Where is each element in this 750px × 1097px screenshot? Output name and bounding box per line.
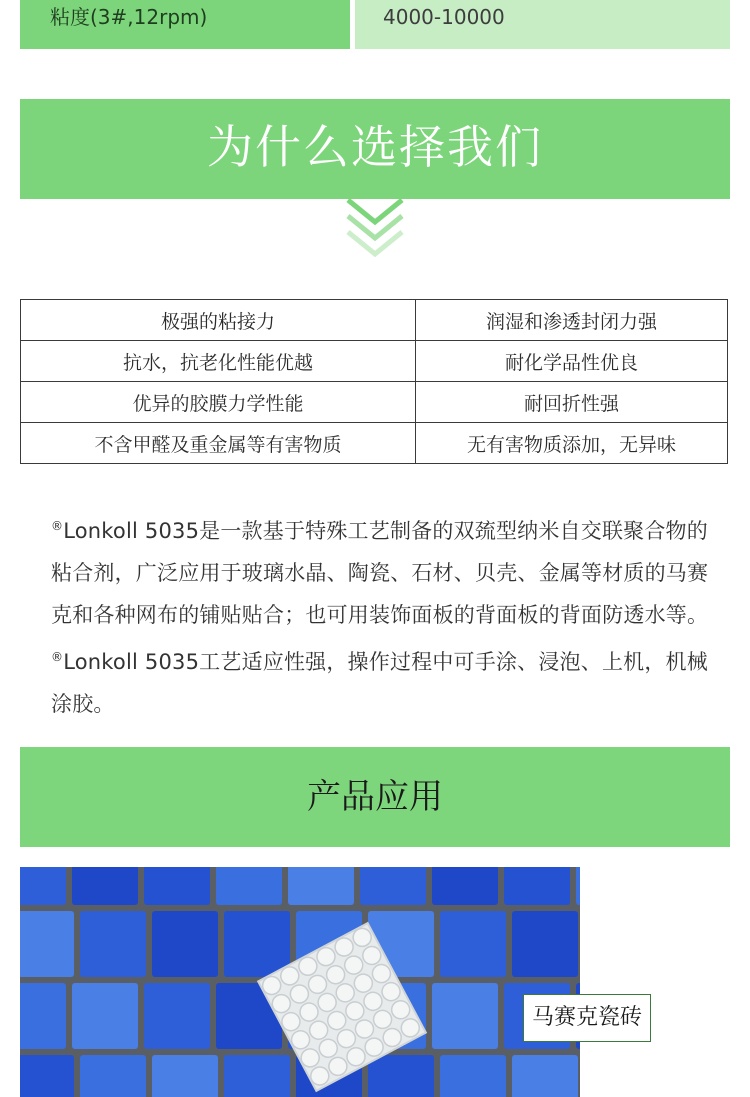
registered-mark: ® <box>51 519 64 533</box>
mosaic-tile <box>440 1055 506 1097</box>
mosaic-tile <box>144 983 210 1049</box>
description-text: Lonkoll 5035工艺适应性强，操作过程中可手涂、浸泡、上机，机械涂胶。 <box>51 650 708 716</box>
feature-cell: 抗水，抗老化性能优越 <box>21 341 416 382</box>
features-table <box>20 299 728 464</box>
mosaic-tile <box>504 867 570 905</box>
table-row <box>21 423 728 464</box>
mosaic-tile <box>512 1055 578 1097</box>
mosaic-tile <box>288 867 354 905</box>
product-application-banner <box>20 747 730 847</box>
mosaic-tile <box>20 867 66 905</box>
table-row <box>21 341 728 382</box>
mosaic-tile <box>20 983 66 1049</box>
mosaic-tile <box>144 867 210 905</box>
spec-value: 4000-10000 <box>355 0 730 49</box>
mosaic-tile <box>80 911 146 977</box>
mosaic-image <box>20 867 580 1097</box>
table-row <box>21 300 728 341</box>
feature-cell: 耐回折性强 <box>416 382 728 423</box>
mosaic-tile <box>72 983 138 1049</box>
mosaic-tile <box>152 911 218 977</box>
product-application-title: 产品应用 <box>307 777 443 817</box>
spec-row <box>20 0 730 49</box>
mosaic-tile <box>224 911 290 977</box>
mosaic-tile <box>80 1055 146 1097</box>
spec-label: 粘度(3#,12rpm) <box>20 0 350 49</box>
mosaic-tile <box>368 1055 434 1097</box>
why-choose-us-banner <box>20 99 730 199</box>
description-text: Lonkoll 5035是一款基于特殊工艺制备的双巯型纳米自交联聚合物的粘合剂，广泛应用于玻璃水晶、陶瓷、石材、贝壳、金属等材质的马赛克和各种网布的铺贴贴合；也可用装饰面板的背面板的背面防透水等。 <box>51 519 709 627</box>
mosaic-tile <box>512 911 578 977</box>
mosaic-tile <box>216 867 282 905</box>
mosaic-tile <box>576 867 580 905</box>
feature-cell: 极强的粘接力 <box>21 300 416 341</box>
feature-cell: 润湿和渗透封闭力强 <box>416 300 728 341</box>
mosaic-tile <box>72 867 138 905</box>
mosaic-tile <box>20 1055 74 1097</box>
table-row <box>21 382 728 423</box>
mosaic-tile-label: 马赛克瓷砖 <box>523 994 651 1042</box>
feature-cell: 不含甲醛及重金属等有害物质 <box>21 423 416 464</box>
chevron-down-icon <box>345 196 405 266</box>
mosaic-tile-photo <box>20 867 580 1097</box>
mosaic-tile <box>432 867 498 905</box>
mosaic-tile <box>440 911 506 977</box>
mosaic-tile <box>432 983 498 1049</box>
product-description <box>51 505 711 725</box>
mosaic-tile <box>152 1055 218 1097</box>
feature-cell: 无有害物质添加，无异味 <box>416 423 728 464</box>
why-choose-us-title: 为什么选择我们 <box>207 120 543 174</box>
feature-cell: 优异的胶膜力学性能 <box>21 382 416 423</box>
mosaic-tile <box>224 1055 290 1097</box>
mosaic-tile <box>20 911 74 977</box>
registered-mark: ® <box>51 650 64 664</box>
feature-cell: 耐化学品性优良 <box>416 341 728 382</box>
mosaic-tile <box>360 867 426 905</box>
